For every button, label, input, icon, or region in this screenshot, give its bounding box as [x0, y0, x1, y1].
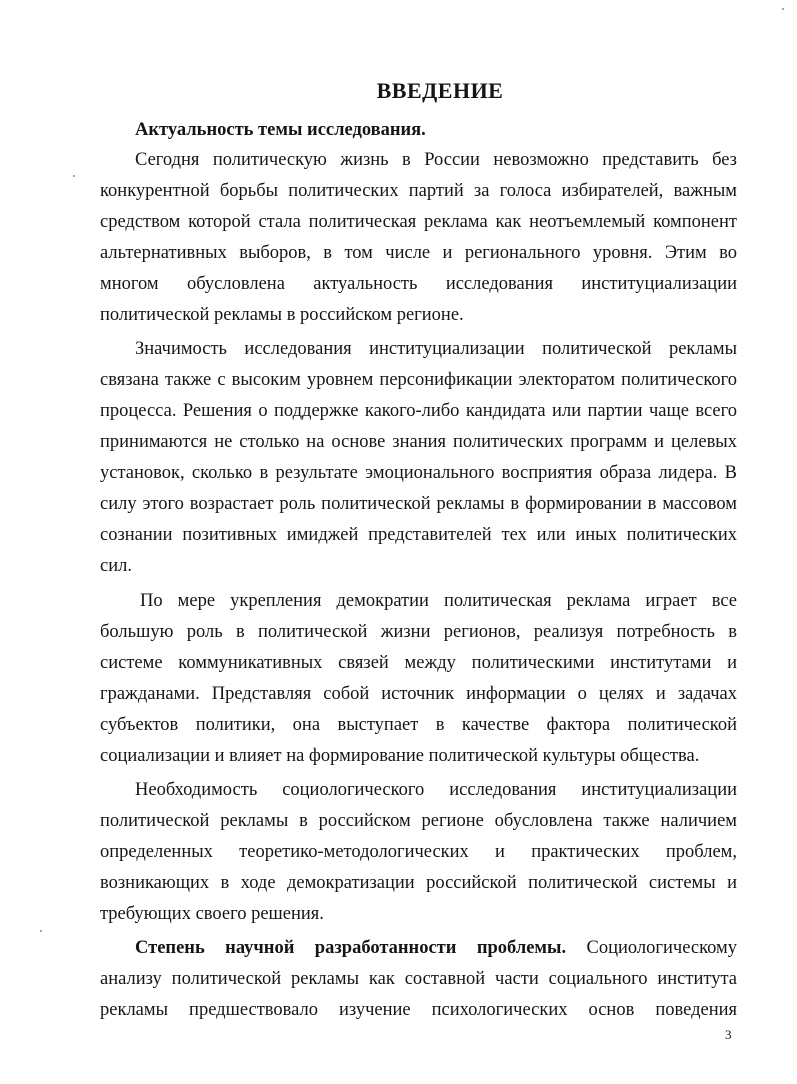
degree-heading: Степень научной разработанности проблемы.: [135, 938, 567, 958]
section-heading: Актуальность темы исследования.: [135, 120, 426, 140]
text-line: анализу политической рекламы как составной части социального института: [100, 969, 737, 989]
text-line: большую роль в политической жизни регионов, реализуя потребность в: [100, 622, 737, 642]
text-line: определенных теоретико-методологических и практических проблем,: [100, 842, 737, 862]
text-line: системе коммуникативных связей между политическими институтами и: [100, 653, 737, 673]
text-line: связана также с высоким уровнем персонификации электоратом политического: [100, 370, 737, 390]
text-line: социализации и влияет на формирование политической культуры общества.: [100, 746, 700, 766]
text-line: альтернативных выборов, в том числе и регионального уровня. Этим во: [100, 243, 737, 263]
text-line: гражданами. Представляя собой источник информации о целях и задачах: [100, 684, 737, 704]
text-line: возникающих в ходе демократизации российской политической системы и: [100, 873, 737, 893]
text-line: политической рекламы в российском регионе.: [100, 305, 464, 325]
text-line: Необходимость социологического исследования институциализации: [135, 780, 737, 800]
text-line: [135, 935, 737, 961]
text-line: требующих своего решения.: [100, 904, 324, 924]
text-line: рекламы предшествовало изучение психологических основ поведения: [100, 1000, 737, 1020]
text-line: Значимость исследования институциализации политической рекламы: [135, 339, 737, 359]
scan-speck: [782, 8, 784, 10]
text-line: сознании позитивных имиджей представителей тех или иных политических: [100, 525, 737, 545]
text-line: конкурентной борьбы политических партий за голоса избирателей, важным: [100, 181, 737, 201]
page-title: ВВЕДЕНИЕ: [376, 78, 504, 103]
degree-heading-continuation: Социологическому: [566, 938, 737, 958]
text-line: установок, сколько в результате эмоционального восприятия образа лидера. В: [100, 463, 737, 483]
text-line: Сегодня политическую жизнь в России невозможно представить без: [135, 150, 737, 170]
text-line: субъектов политики, она выступает в качестве фактора политической: [100, 715, 737, 735]
text-line: силу этого возрастает роль политической рекламы в формировании в массовом: [100, 494, 737, 514]
text-line: сил.: [100, 556, 132, 576]
page-number: 3: [725, 1027, 732, 1042]
text-line: средством которой стала политическая реклама как неотъемлемый компонент: [100, 212, 737, 232]
text-line: политической рекламы в российском регионе обусловлена также наличием: [100, 811, 737, 831]
text-line: многом обусловлена актуальность исследования институциализации: [100, 274, 737, 294]
scan-speck: [40, 930, 42, 932]
text-line: принимаются не столько на основе знания политических программ и целевых: [100, 432, 737, 452]
scan-speck: [73, 175, 75, 177]
text-line: процесса. Решения о поддержке какого-либо кандидата или партии чаще всего: [100, 401, 737, 421]
text-line: По мере укрепления демократии политическая реклама играет все: [140, 591, 737, 611]
